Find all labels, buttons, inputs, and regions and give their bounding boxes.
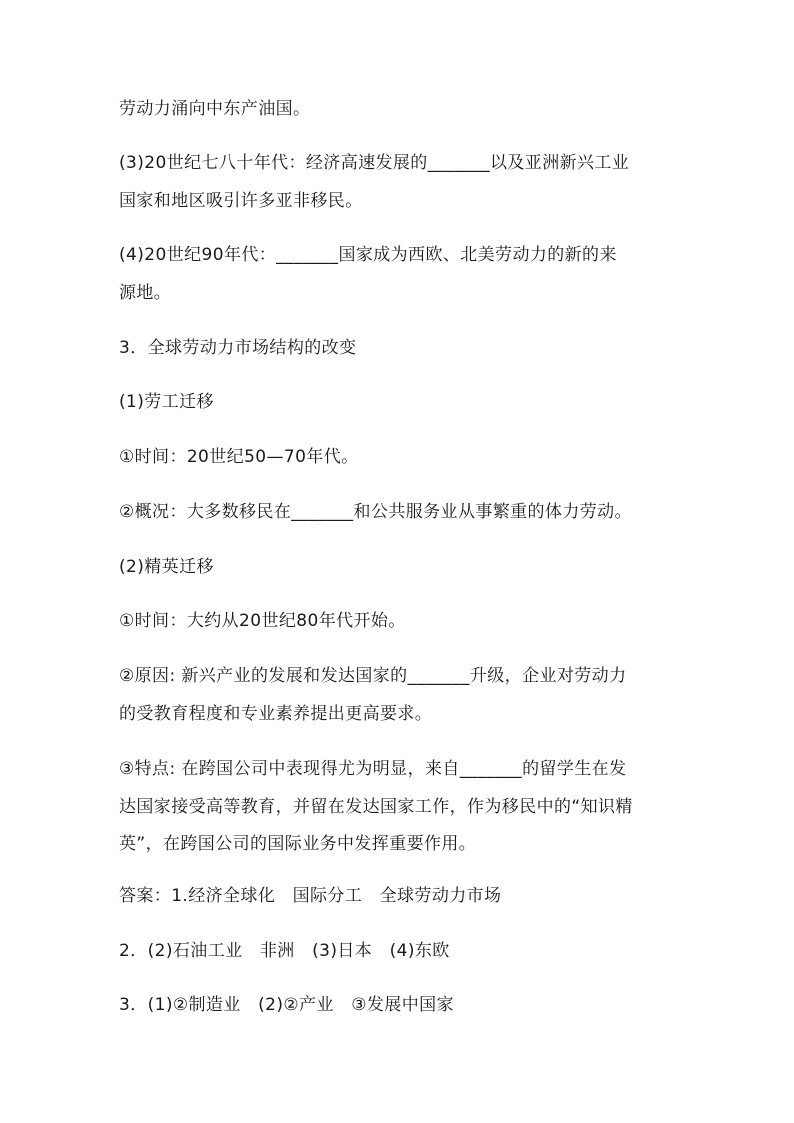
answer-line: 答案：1.经济全球化 国际分工 全球劳动力市场 — [119, 886, 502, 906]
text-line: 国家和地区吸引许多亚非移民。 — [119, 191, 363, 211]
text-line: 源地。 — [119, 283, 172, 303]
answer-line: 2．(2)石油工业 非洲 (3)日本 (4)东欧 — [119, 941, 450, 961]
text-line: (4)20世纪90年代：_______国家成为西欧、北美劳动力的新的来 — [119, 245, 617, 265]
text-line: 的受教育程度和专业素养提出更高要求。 — [119, 704, 433, 724]
text-line: ②原因: 新兴产业的发展和发达国家的_______升级，企业对劳动力 — [119, 666, 627, 686]
text-line: ③特点: 在跨国公司中表现得尤为明显，来自_______的留学生在发 — [119, 759, 627, 779]
answer-line: 3．(1)②制造业 (2)②产业 ③发展中国家 — [119, 995, 454, 1015]
text-line: ①时间：20世纪50—70年代。 — [119, 447, 359, 467]
section-heading: 3．全球劳动力市场结构的改变 — [119, 338, 357, 358]
text-line: ②概况：大多数移民在_______和公共服务业从事繁重的体力劳动。 — [119, 502, 632, 522]
subsection-heading: (1)劳工迁移 — [119, 392, 214, 412]
subsection-heading: (2)精英迁移 — [119, 557, 214, 577]
text-line: 劳动力涌向中东产油国。 — [119, 99, 311, 119]
text-line: (3)20世纪七八十年代：经济高速发展的_______以及亚洲新兴工业 — [119, 153, 630, 173]
text-line: 英”，在跨国公司的国际业务中发挥重要作用。 — [119, 834, 477, 854]
text-line: ①时间：大约从20世纪80年代开始。 — [119, 611, 406, 631]
text-line: 达国家接受高等教育，并留在发达国家工作，作为移民中的“知识精 — [119, 797, 633, 817]
